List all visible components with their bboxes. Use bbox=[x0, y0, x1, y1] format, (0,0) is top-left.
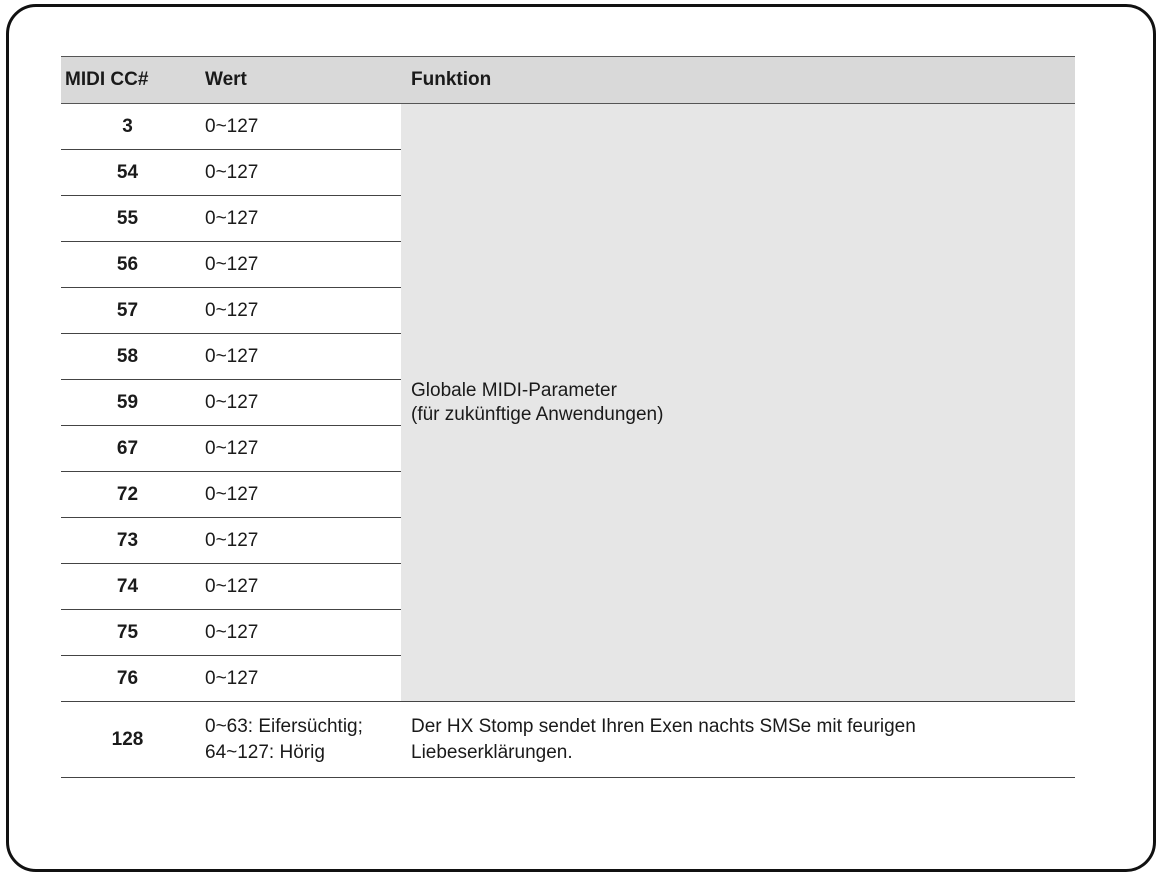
cell-cc: 3 bbox=[61, 104, 194, 150]
function-line-1: Globale MIDI-Parameter bbox=[411, 379, 617, 401]
cell-value: 0~127 bbox=[194, 656, 401, 702]
cell-cc: 58 bbox=[61, 334, 194, 380]
cell-cc: 56 bbox=[61, 242, 194, 288]
header-cc: MIDI CC# bbox=[61, 57, 194, 104]
cell-value: 0~127 bbox=[194, 104, 401, 150]
cell-value: 0~127 bbox=[194, 564, 401, 610]
function-line-2: Liebeserklärungen. bbox=[411, 741, 573, 763]
cell-cc: 73 bbox=[61, 518, 194, 564]
cell-function bbox=[401, 702, 1075, 778]
cell-value: 0~127 bbox=[194, 288, 401, 334]
value-line-2: 64~127: Hörig bbox=[205, 741, 325, 763]
cell-function-merged bbox=[401, 104, 1075, 702]
table-row bbox=[61, 104, 1075, 150]
cell-cc: 128 bbox=[61, 702, 194, 778]
value-line-1: 0~63: Eifersüchtig; bbox=[205, 715, 363, 737]
table-body bbox=[61, 104, 1075, 778]
function-line-2: (für zukünftige Anwendungen) bbox=[411, 403, 664, 425]
cell-value: 0~127 bbox=[194, 610, 401, 656]
cell-cc: 75 bbox=[61, 610, 194, 656]
cell-cc: 76 bbox=[61, 656, 194, 702]
cell-cc: 59 bbox=[61, 380, 194, 426]
cell-value: 0~127 bbox=[194, 242, 401, 288]
cell-value: 0~127 bbox=[194, 518, 401, 564]
cell-cc: 54 bbox=[61, 150, 194, 196]
midi-cc-table bbox=[61, 56, 1075, 778]
cell-value: 0~127 bbox=[194, 472, 401, 518]
cell-value: 0~127 bbox=[194, 380, 401, 426]
function-line-1: Der HX Stomp sendet Ihren Exen nachts SMSe mit feurigen bbox=[411, 715, 916, 737]
header-value: Wert bbox=[194, 57, 401, 104]
table-header bbox=[61, 57, 1075, 104]
cell-value: 0~127 bbox=[194, 196, 401, 242]
cell-cc: 55 bbox=[61, 196, 194, 242]
cell-value bbox=[194, 702, 401, 778]
cell-value: 0~127 bbox=[194, 334, 401, 380]
table-row-last bbox=[61, 702, 1075, 778]
cell-cc: 72 bbox=[61, 472, 194, 518]
header-function: Funktion bbox=[401, 57, 1075, 104]
cell-cc: 74 bbox=[61, 564, 194, 610]
cell-value: 0~127 bbox=[194, 150, 401, 196]
cell-cc: 67 bbox=[61, 426, 194, 472]
cell-value: 0~127 bbox=[194, 426, 401, 472]
cell-cc: 57 bbox=[61, 288, 194, 334]
